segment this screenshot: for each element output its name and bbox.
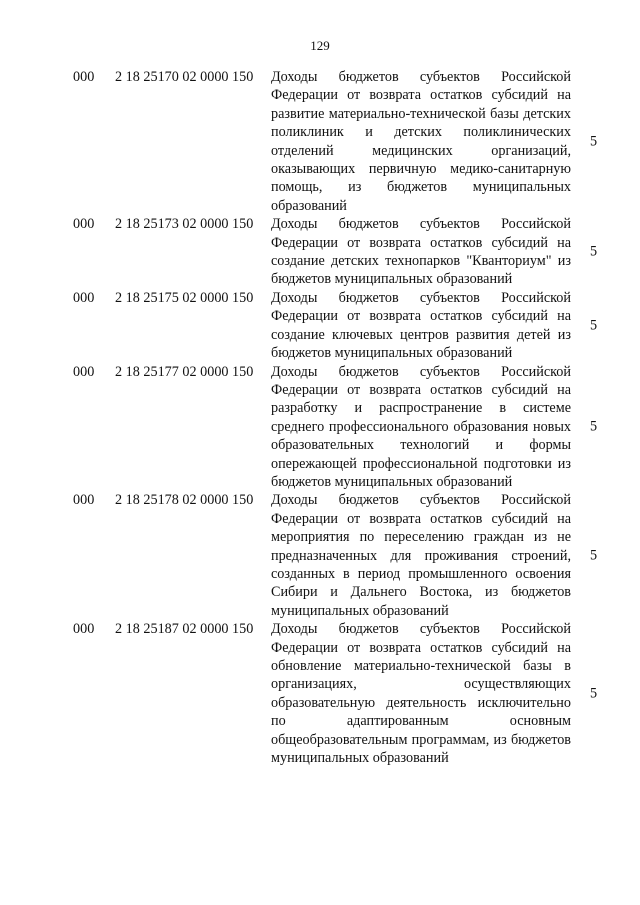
admin-code-cell: 000 xyxy=(73,69,95,85)
table-row xyxy=(0,68,640,215)
budget-code-table xyxy=(0,68,640,767)
norm-cell: 5 xyxy=(590,547,598,564)
admin-code-cell: 000 xyxy=(73,492,95,509)
table-row xyxy=(0,289,640,363)
description-cell: Доходы бюджетов субъектов Российской Федерации от возврата остатков субсидий на развитие материально-технической базы детских поликлиник и детских поликлинических отделений медицинских организаций, оказывающих первичную медико-санитарную помощь, из бюджетов муниципальных образований xyxy=(271,69,571,214)
kbk-code-cell: 2 18 25173 02 0000 150 xyxy=(115,216,254,233)
kbk-code-cell: 2 18 25170 02 0000 150 xyxy=(115,69,254,85)
description-cell: Доходы бюджетов субъектов Российской Федерации от возврата остатков субсидий на обновление материально-технической базы в организациях, осуществляющих образовательную деятельность исключительно по адаптированным основным общеобразовательным программам, из бюджетов муниципальных образований xyxy=(271,621,571,767)
admin-code-cell: 000 xyxy=(73,216,95,233)
kbk-code-cell: 2 18 25175 02 0000 150 xyxy=(115,289,254,306)
description-cell: Доходы бюджетов субъектов Российской Федерации от возврата остатков субсидий на мероприятия по переселению граждан из не предназначенных для проживания строений, созданных в период промышленного освоения Сибири и Дальнего Востока, из бюджетов муниципальных образований xyxy=(271,492,571,619)
table-row xyxy=(0,363,640,492)
admin-code-cell: 000 xyxy=(73,621,95,638)
table-row xyxy=(0,215,640,289)
norm-cell: 5 xyxy=(590,418,598,435)
table-row xyxy=(0,620,640,767)
norm-cell: 5 xyxy=(590,133,598,150)
norm-cell: 5 xyxy=(590,317,598,334)
description-cell: Доходы бюджетов субъектов Российской Федерации от возврата остатков субсидий на создание ключевых центров развития детей из бюджетов муниципальных образований xyxy=(271,289,571,362)
admin-code-cell: 000 xyxy=(73,289,95,306)
kbk-code-cell: 2 18 25187 02 0000 150 xyxy=(115,621,254,638)
kbk-code-cell: 2 18 25178 02 0000 150 xyxy=(115,492,254,509)
description-cell: Доходы бюджетов субъектов Российской Федерации от возврата остатков субсидий на разработку и распространение в системе среднего профессионального образования новых образовательных технологий и формы опережающей профессиональной подготовки из бюджетов муниципальных образований xyxy=(271,363,571,490)
page-number: 129 xyxy=(310,38,330,53)
norm-cell: 5 xyxy=(590,243,598,260)
description-cell: Доходы бюджетов субъектов Российской Федерации от возврата остатков субсидий на создание детских технопарков "Кванториум" из бюджетов муниципальных образований xyxy=(271,216,571,288)
kbk-code-cell: 2 18 25177 02 0000 150 xyxy=(115,363,254,380)
table-row xyxy=(0,491,640,620)
admin-code-cell: 000 xyxy=(73,363,95,380)
norm-cell: 5 xyxy=(590,685,598,702)
